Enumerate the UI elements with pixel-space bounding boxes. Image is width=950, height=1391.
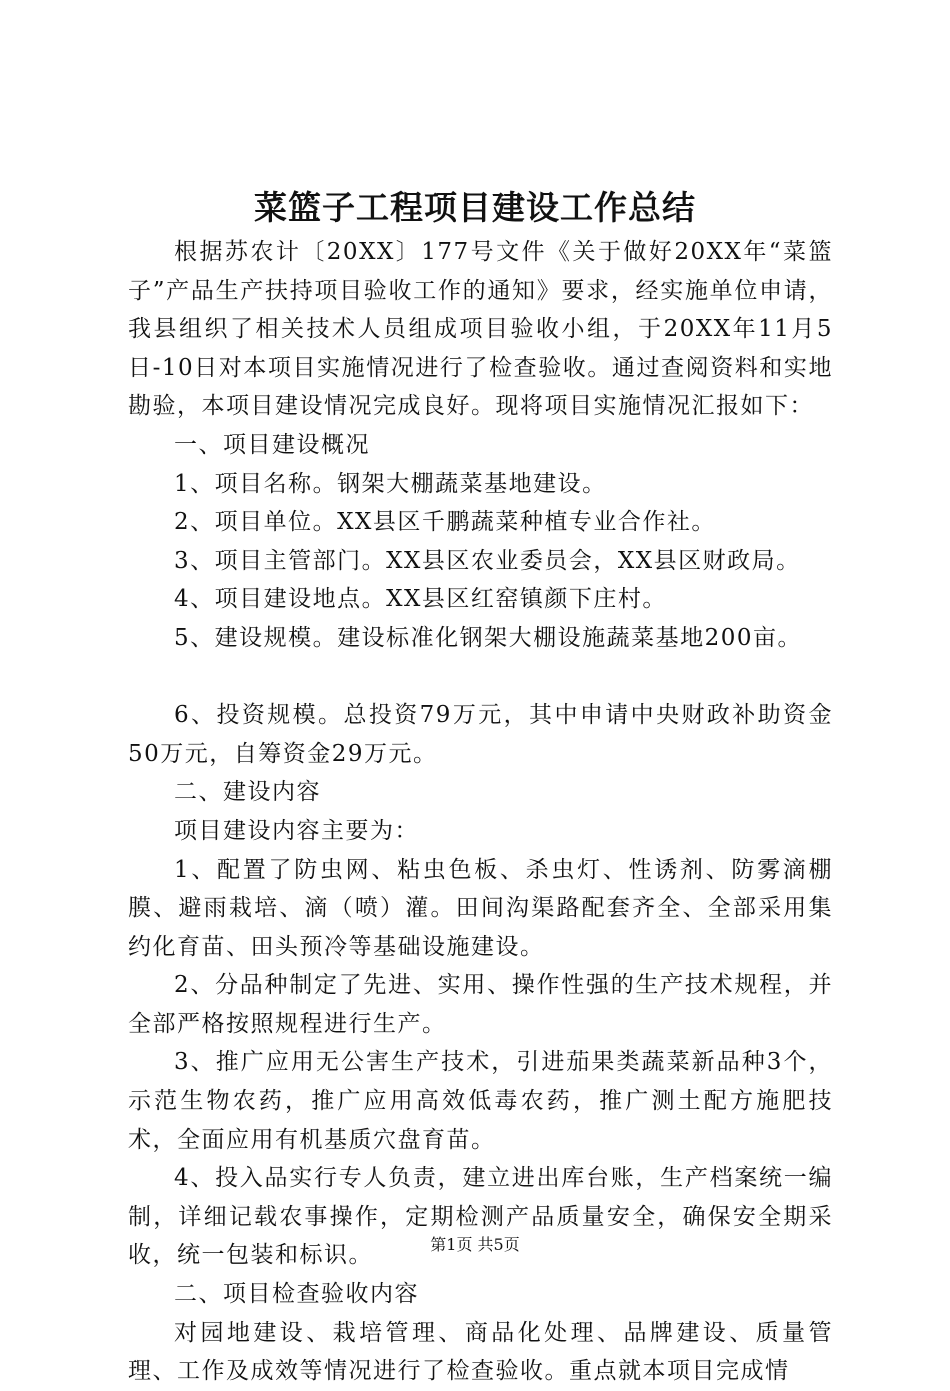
paragraph-item: 1、配置了防虫网、粘虫色板、杀虫灯、性诱剂、防雾滴棚膜、避雨栽培、滴（喷）灌。田间沟渠路配套齐全、全部采用集约化育苗、田头预冷等基础设施建设。 [128, 856, 833, 960]
section-heading-content: 二、建设内容 [174, 779, 321, 806]
page-number: 第1页 共5页 [430, 1235, 520, 1254]
paragraph-item: 3、项目主管部门。XX县区农业委员会，XX县区财政局。 [174, 547, 801, 574]
paragraph-item: 4、投入品实行专人负责，建立进出库台账，生产档案统一编制，详细记载农事操作，定期检测产品质量安全，确保安全期采收，统一包装和标识。 [128, 1165, 833, 1269]
paragraph: 对园地建设、栽培管理、商品化处理、品牌建设、质量管理、工作及成效等情况进行了检查验收。重点就本项目完成情 [128, 1319, 833, 1385]
paragraph-item: 6、投资规模。总投资79万元，其中申请中央财政补助资金50万元，自筹资金29万元。 [128, 702, 833, 767]
paragraph-item: 5、建设规模。建设标准化钢架大棚设施蔬菜基地200亩。 [174, 624, 803, 651]
document-title: 菜篮子工程项目建设工作总结 [254, 188, 696, 227]
paragraph-item: 3、推广应用无公害生产技术，引进茄果类蔬菜新品种3个，示范生物农药，推广应用高效低毒农药，推广测土配方施肥技术，全面应用有机基质穴盘育苗。 [128, 1049, 833, 1153]
section-heading-overview: 一、项目建设概况 [174, 431, 370, 458]
paragraph-item: 2、分品种制定了先进、实用、操作性强的生产技术规程，并全部严格按照规程进行生产。 [128, 972, 833, 1037]
paragraph-item: 2、项目单位。XX县区千鹏蔬菜种植专业合作社。 [174, 509, 716, 536]
document-body [128, 233, 833, 1391]
section-heading-inspection: 二、项目检查验收内容 [174, 1281, 419, 1308]
paragraph: 项目建设内容主要为： [174, 817, 419, 844]
paragraph-item: 4、项目建设地点。XX县区红窑镇颜下庄村。 [174, 586, 667, 613]
paragraph-intro: 根据苏农计〔20XX〕177号文件《关于做好20XX年“菜篮子”产品生产扶持项目验收工作的通知》要求，经实施单位申请，我县组织了相关技术人员组成项目验收小组，于20XX年11月5日-10日对本项目实施情况进行了检查验收。通过查阅资料和实地勘验，本项目建设情况完成良好。现将项目实施情况汇报如下： [128, 239, 833, 420]
blank-line [128, 658, 833, 697]
paragraph-item: 1、项目名称。钢架大棚蔬菜基地建设。 [174, 470, 607, 497]
